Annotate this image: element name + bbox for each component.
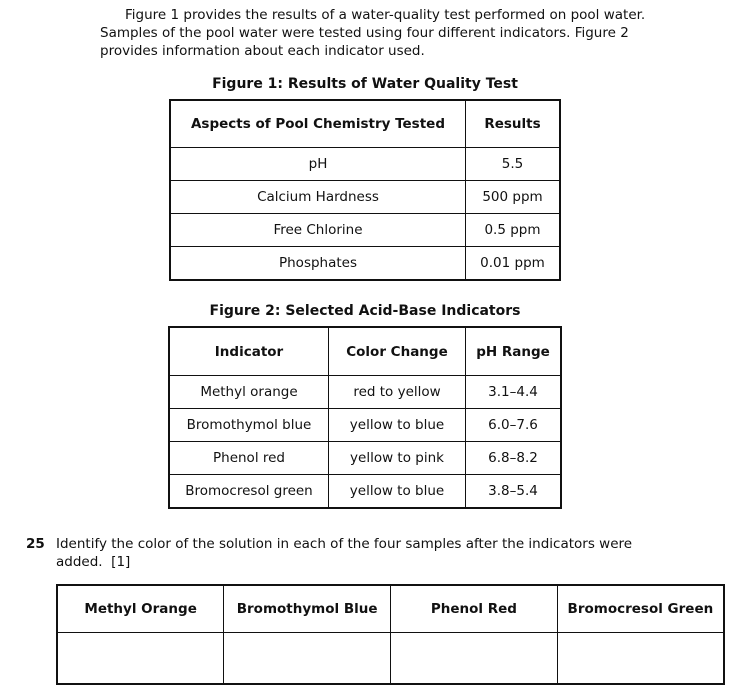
- table-header-row: [169, 327, 561, 376]
- table-row: [169, 475, 561, 509]
- table-cell: 0.01 ppm: [466, 247, 561, 281]
- table-row: [170, 214, 560, 247]
- figure1-table: [169, 99, 561, 281]
- answer-cell-phenol-red[interactable]: [391, 633, 558, 685]
- table-row: [170, 181, 560, 214]
- table-cell: pH: [170, 148, 466, 181]
- figure2-table: [168, 326, 562, 509]
- intro-paragraph: [100, 6, 660, 60]
- table-cell: Bromocresol green: [169, 475, 329, 509]
- column-header: Bromothymol Blue: [224, 585, 391, 633]
- answer-row: [57, 633, 724, 685]
- table-cell: Calcium Hardness: [170, 181, 466, 214]
- column-header: Results: [466, 100, 561, 148]
- column-header: Indicator: [169, 327, 329, 376]
- table-cell: red to yellow: [329, 376, 466, 409]
- table-cell: yellow to blue: [329, 409, 466, 442]
- table-cell: 3.8–5.4: [466, 475, 562, 509]
- column-header: Color Change: [329, 327, 466, 376]
- question-text: Identify the color of the solution in each of the four samples after the indicators were added.: [56, 536, 633, 570]
- table-cell: 6.8–8.2: [466, 442, 562, 475]
- table-cell: 0.5 ppm: [466, 214, 561, 247]
- answer-cell-methyl-orange[interactable]: [57, 633, 224, 685]
- answer-cell-bromothymol-blue[interactable]: [224, 633, 391, 685]
- question-number: 25: [26, 536, 45, 552]
- table-cell: Bromothymol blue: [169, 409, 329, 442]
- table-cell: yellow to blue: [329, 475, 466, 509]
- question-text-block: [56, 535, 686, 571]
- table-cell: 5.5: [466, 148, 561, 181]
- table-row: [169, 409, 561, 442]
- table-header-row: [57, 585, 724, 633]
- table-header-row: [170, 100, 560, 148]
- table-cell: Phosphates: [170, 247, 466, 281]
- question-25: [26, 535, 686, 571]
- table-row: [170, 247, 560, 281]
- table-cell: 6.0–7.6: [466, 409, 562, 442]
- table-cell: Free Chlorine: [170, 214, 466, 247]
- table-cell: yellow to pink: [329, 442, 466, 475]
- question-points: [1]: [111, 554, 131, 570]
- column-header: Bromocresol Green: [557, 585, 724, 633]
- column-header: Methyl Orange: [57, 585, 224, 633]
- figure1-title: Figure 1: Results of Water Quality Test: [212, 76, 518, 92]
- answer-cell-bromocresol-green[interactable]: [557, 633, 724, 685]
- table-cell: 3.1–4.4: [466, 376, 562, 409]
- table-cell: Phenol red: [169, 442, 329, 475]
- table-row: [169, 442, 561, 475]
- table-cell: 500 ppm: [466, 181, 561, 214]
- table-cell: Methyl orange: [169, 376, 329, 409]
- table-row: [169, 376, 561, 409]
- column-header: Aspects of Pool Chemistry Tested: [170, 100, 466, 148]
- table-row: [170, 148, 560, 181]
- intro-text: Figure 1 provides the results of a water-quality test performed on pool water. Samples of the pool water were tested using four different indicators. Figure 2 provides information about each indicator used.: [100, 7, 646, 59]
- figure2-title: Figure 2: Selected Acid-Base Indicators: [209, 303, 521, 319]
- column-header: Phenol Red: [391, 585, 558, 633]
- column-header: pH Range: [466, 327, 562, 376]
- answer-table: [56, 584, 725, 685]
